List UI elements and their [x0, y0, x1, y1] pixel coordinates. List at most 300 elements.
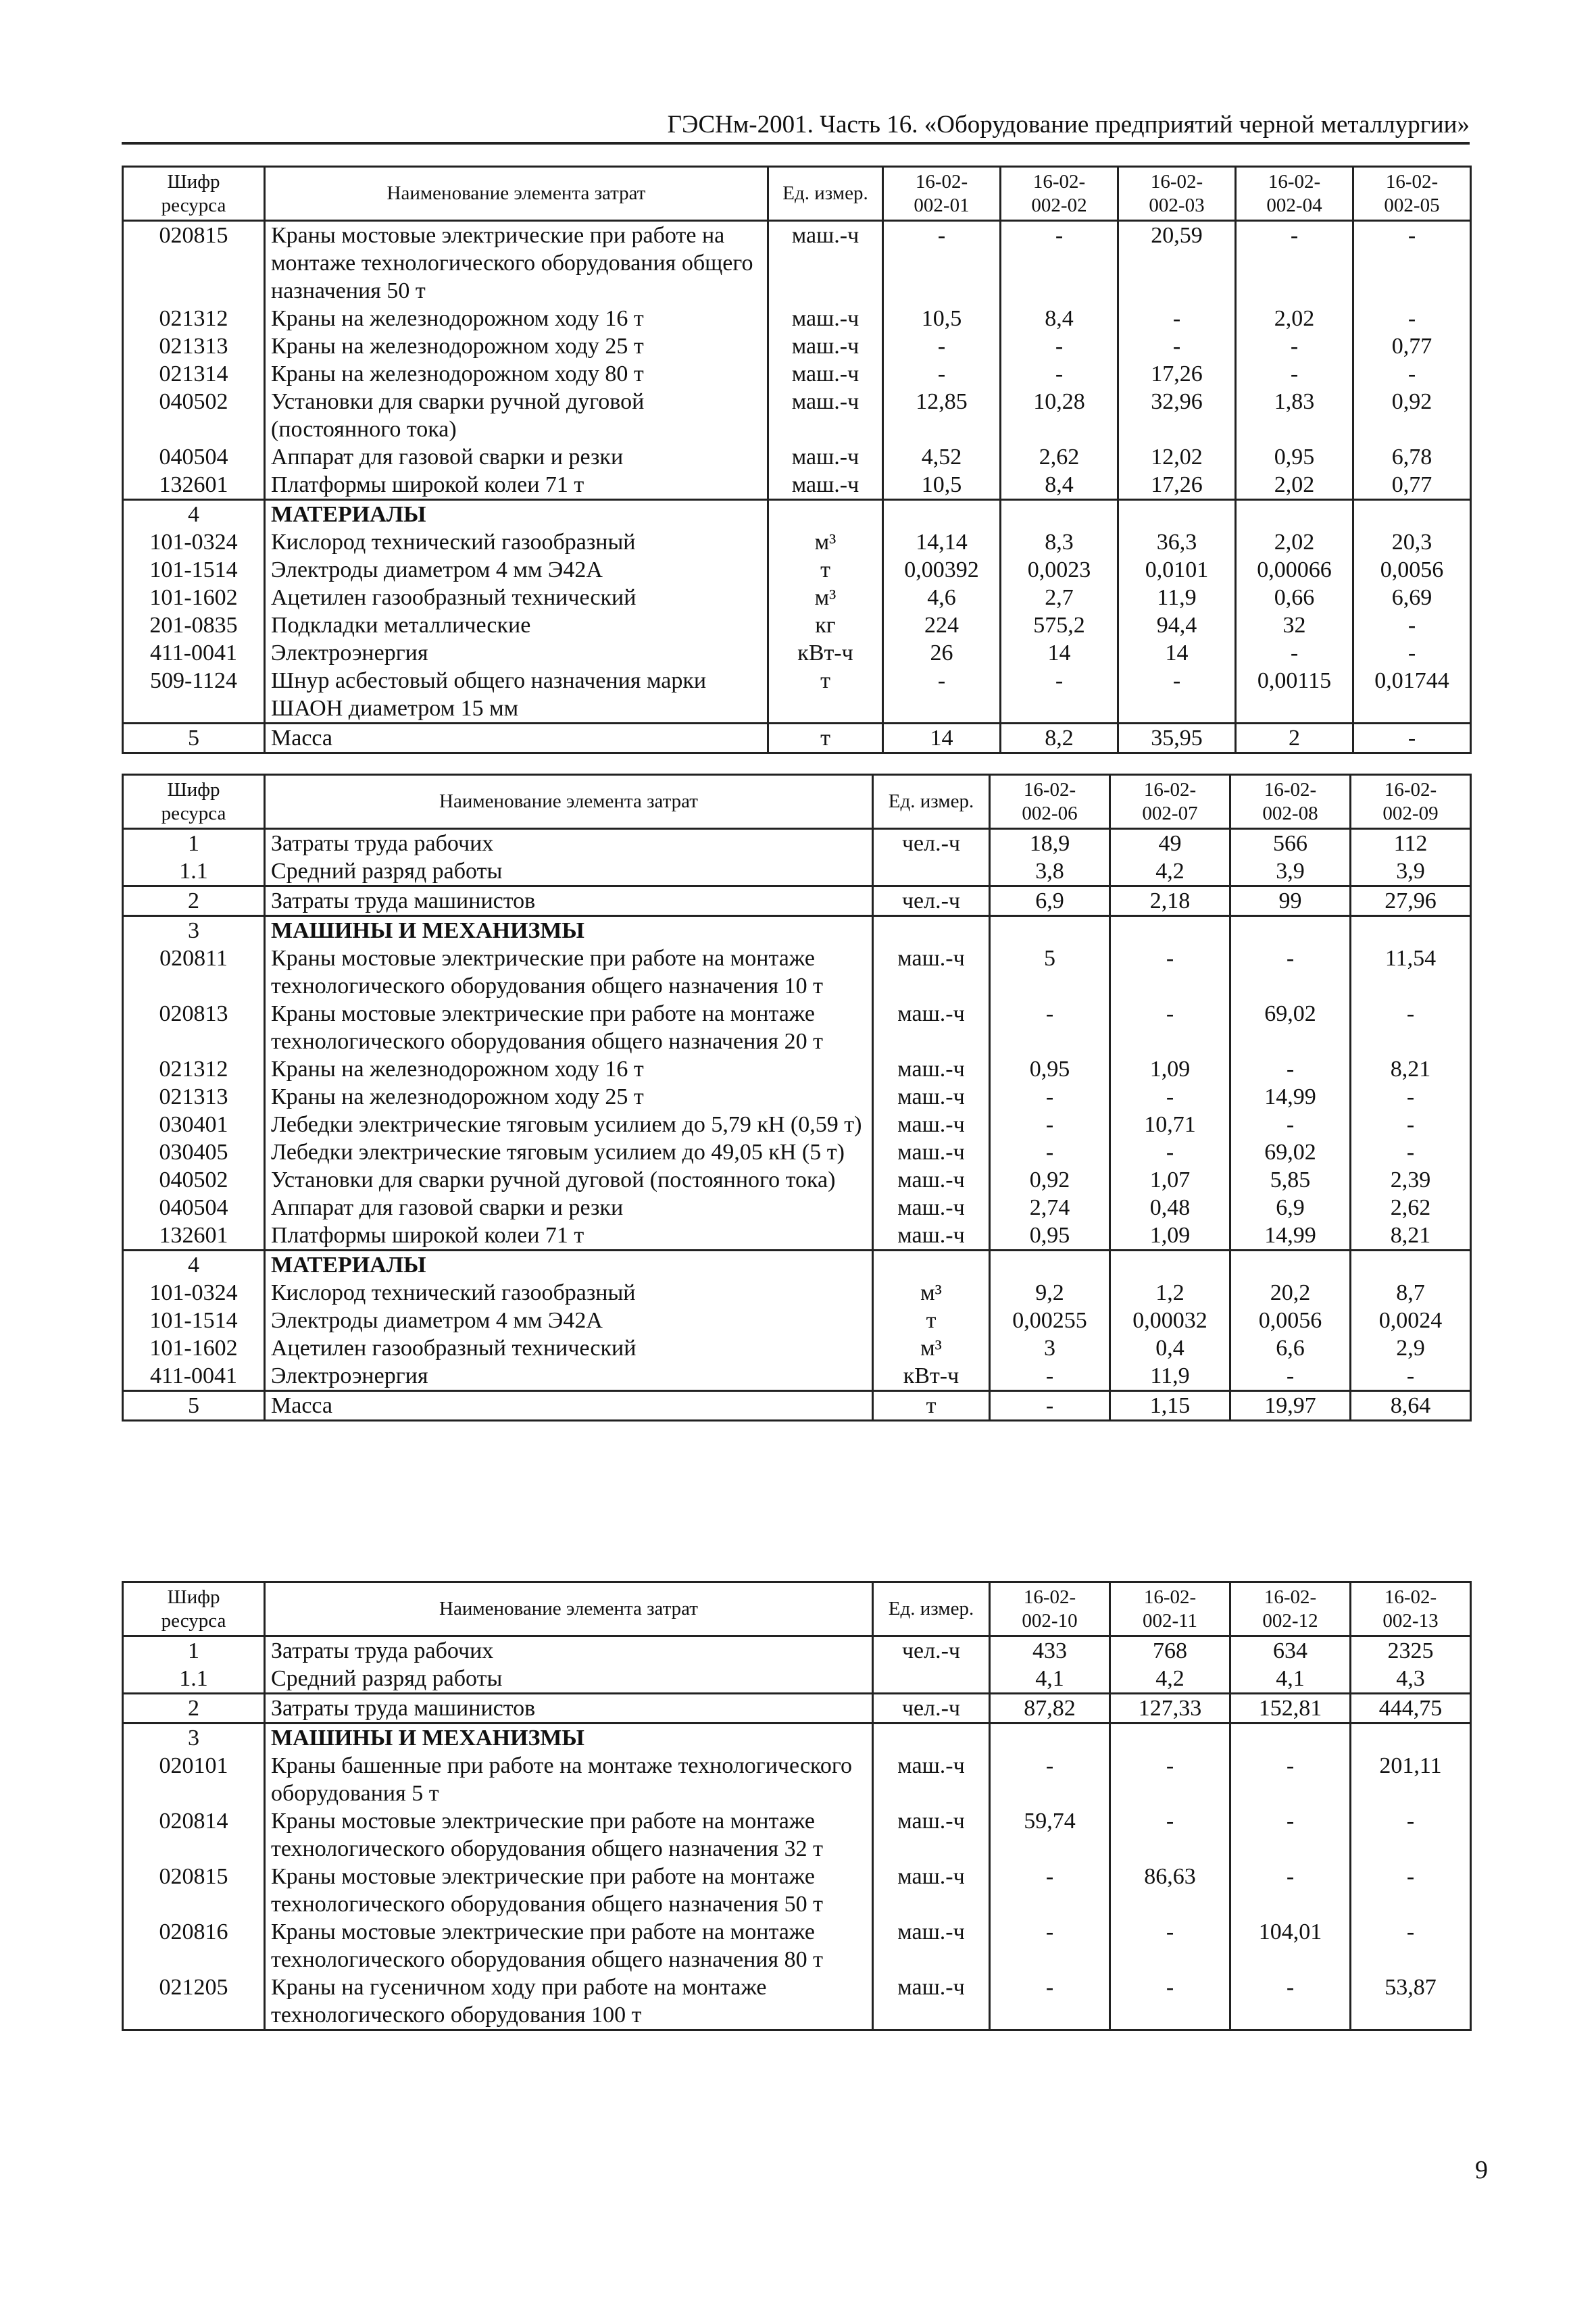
value-cell: 8,2: [1001, 724, 1118, 753]
header-text: 16-02-: [1143, 1586, 1197, 1608]
value-cell: 201,11: [1351, 1752, 1471, 1807]
value-cell: 4,3: [1351, 1665, 1471, 1694]
header-text: 002-04: [1266, 194, 1322, 216]
resource-code: 021312: [123, 305, 265, 332]
table-row: [123, 1138, 1471, 1166]
value-cell: -: [990, 1000, 1110, 1055]
table-row: [123, 1334, 1471, 1362]
value-cell: 3,8: [990, 857, 1110, 886]
resource-code: 101-1602: [123, 1334, 265, 1362]
value-cell: 26: [883, 639, 1001, 667]
resource-name: Шнур асбестовый общего назначения марки ШАОН диаметром 15 мм: [265, 667, 768, 724]
header-text: 16-02-: [1268, 170, 1321, 193]
resource-name: Электроды диаметром 4 мм Э42А: [265, 556, 768, 584]
unit: маш.-ч: [873, 1194, 990, 1222]
unit: чел.-ч: [873, 829, 990, 858]
value-cell: 3: [990, 1334, 1110, 1362]
value-cell: -: [1351, 1863, 1471, 1918]
resource-code: 1: [123, 1636, 265, 1665]
resource-name: Краны мостовые электрические при работе на монтаже технологического оборудования общего назначения 50 т: [265, 1863, 873, 1918]
resource-table-1: [122, 166, 1472, 754]
value-cell: 3,9: [1230, 857, 1351, 886]
resource-name: Краны мостовые электрические при работе на монтаже технологического оборудования общего назначения 50 т: [265, 221, 768, 305]
unit: т: [768, 724, 883, 753]
value-cell: 2,62: [1351, 1194, 1471, 1222]
resource-name: Краны на железнодорожном ходу 25 т: [265, 1083, 873, 1111]
value-cell: 566: [1230, 829, 1351, 858]
unit: м³: [873, 1279, 990, 1307]
value-cell: -: [990, 1391, 1110, 1421]
header-text: ресурса: [161, 194, 226, 216]
resource-code: 101-1514: [123, 556, 265, 584]
unit: маш.-ч: [873, 1752, 990, 1807]
header-text: Наименование элемента затрат: [386, 182, 646, 204]
value-cell: -: [1353, 724, 1471, 753]
value-cell: 575,2: [1001, 611, 1118, 639]
resource-name: Ацетилен газообразный технический: [265, 1334, 873, 1362]
unit: маш.-ч: [768, 332, 883, 360]
table-row: [123, 667, 1471, 724]
value-cell: 0,92: [1353, 388, 1471, 443]
value-cell: -: [1230, 1752, 1351, 1807]
value-cell: -: [1001, 221, 1118, 305]
value-cell: 1,09: [1110, 1055, 1230, 1083]
table-row: [123, 1362, 1471, 1391]
value-cell: 6,9: [1230, 1194, 1351, 1222]
header-text: Ед. измер.: [888, 1598, 974, 1619]
value-cell: -: [1351, 1138, 1471, 1166]
value-cell: 59,74: [990, 1807, 1110, 1863]
header-text: Шифр: [167, 1586, 220, 1608]
table-row: [123, 1918, 1471, 1973]
header-text: 16-02-: [1023, 778, 1076, 801]
resource-name: Платформы широкой колеи 71 т: [265, 1222, 873, 1251]
unit: маш.-ч: [873, 1111, 990, 1138]
resource-code: 101-0324: [123, 1279, 265, 1307]
value-cell: [990, 1251, 1110, 1280]
header-cell: [990, 775, 1110, 829]
resource-table-3: [122, 1581, 1472, 2031]
resource-code: 5: [123, 1391, 265, 1421]
header-text: 16-02-: [1384, 1586, 1437, 1608]
resource-table-2: [122, 774, 1472, 1422]
value-cell: 2: [1236, 724, 1353, 753]
value-cell: 112: [1351, 829, 1471, 858]
value-cell: 2325: [1351, 1636, 1471, 1665]
header-cell: [1236, 167, 1353, 221]
value-cell: -: [1230, 1055, 1351, 1083]
resource-code: 021312: [123, 1055, 265, 1083]
value-cell: -: [1353, 611, 1471, 639]
resource-code: 1.1: [123, 1665, 265, 1694]
header-text: 002-08: [1262, 802, 1318, 824]
value-cell: -: [1001, 667, 1118, 724]
resource-code: 132601: [123, 1222, 265, 1251]
value-cell: -: [1001, 332, 1118, 360]
unit: кВт-ч: [873, 1362, 990, 1391]
unit: маш.-ч: [873, 1138, 990, 1166]
table-row: [123, 221, 1471, 305]
value-cell: -: [1230, 1362, 1351, 1391]
value-cell: 2,39: [1351, 1166, 1471, 1194]
resource-code: 030401: [123, 1111, 265, 1138]
value-cell: 6,69: [1353, 584, 1471, 611]
value-cell: 8,7: [1351, 1279, 1471, 1307]
value-cell: 0,0056: [1230, 1307, 1351, 1334]
value-cell: 5: [990, 945, 1110, 1000]
value-cell: 9,2: [990, 1279, 1110, 1307]
resource-name: Подкладки металлические: [265, 611, 768, 639]
resource-name: Краны на железнодорожном ходу 16 т: [265, 1055, 873, 1083]
value-cell: 1,09: [1110, 1222, 1230, 1251]
value-cell: 94,4: [1118, 611, 1236, 639]
unit: маш.-ч: [768, 221, 883, 305]
value-cell: -: [1230, 1973, 1351, 2030]
table-row: [123, 611, 1471, 639]
value-cell: [990, 1724, 1110, 1753]
unit: маш.-ч: [873, 1000, 990, 1055]
table-row: [123, 1251, 1471, 1280]
unit: т: [768, 667, 883, 724]
header-text: Шифр: [167, 170, 220, 193]
value-cell: -: [1110, 1918, 1230, 1973]
header-cell: [123, 167, 265, 221]
value-cell: 11,9: [1118, 584, 1236, 611]
value-cell: 27,96: [1351, 886, 1471, 916]
resource-code: 020101: [123, 1752, 265, 1807]
resource-code: 509-1124: [123, 667, 265, 724]
value-cell: [1351, 916, 1471, 945]
value-cell: -: [1110, 945, 1230, 1000]
value-cell: 0,48: [1110, 1194, 1230, 1222]
header-text: 002-11: [1142, 1609, 1198, 1632]
value-cell: -: [1110, 1752, 1230, 1807]
table-row: [123, 1194, 1471, 1222]
value-cell: 8,21: [1351, 1055, 1471, 1083]
value-cell: 19,97: [1230, 1391, 1351, 1421]
value-cell: 0,00392: [883, 556, 1001, 584]
unit: т: [873, 1307, 990, 1334]
unit: чел.-ч: [873, 886, 990, 916]
value-cell: -: [1118, 305, 1236, 332]
header-text: 002-12: [1262, 1609, 1318, 1632]
unit: кг: [768, 611, 883, 639]
resource-name: Масса: [265, 724, 768, 753]
resource-code: 020813: [123, 1000, 265, 1055]
value-cell: 10,5: [883, 305, 1001, 332]
resource-name: Затраты труда машинистов: [265, 886, 873, 916]
value-cell: 35,95: [1118, 724, 1236, 753]
resource-name: МАШИНЫ И МЕХАНИЗМЫ: [265, 916, 873, 945]
value-cell: -: [990, 1973, 1110, 2030]
header-cell: [1351, 775, 1471, 829]
header-cell: [1110, 1582, 1230, 1636]
table-row: [123, 1166, 1471, 1194]
header-cell: [990, 1582, 1110, 1636]
value-cell: 0,4: [1110, 1334, 1230, 1362]
header-text: 002-05: [1384, 194, 1440, 216]
value-cell: 12,85: [883, 388, 1001, 443]
table-body: [123, 221, 1471, 753]
header-cell: [1118, 167, 1236, 221]
value-cell: -: [990, 1752, 1110, 1807]
resource-name: Лебедки электрические тяговым усилием до 49,05 кН (5 т): [265, 1138, 873, 1166]
resource-code: 4: [123, 500, 265, 529]
value-cell: -: [990, 1362, 1110, 1391]
resource-code: 132601: [123, 471, 265, 500]
value-cell: [1230, 916, 1351, 945]
table-row: [123, 1724, 1471, 1753]
value-cell: -: [990, 1138, 1110, 1166]
value-cell: 104,01: [1230, 1918, 1351, 1973]
header-text: 002-09: [1382, 802, 1439, 824]
value-cell: -: [1236, 639, 1353, 667]
resource-name: Краны мостовые электрические при работе на монтаже технологического оборудования общего назначения 80 т: [265, 1918, 873, 1973]
value-cell: [1110, 1724, 1230, 1753]
value-cell: 0,77: [1353, 332, 1471, 360]
value-cell: 4,2: [1110, 1665, 1230, 1694]
value-cell: [1110, 1251, 1230, 1280]
value-cell: 14,14: [883, 528, 1001, 556]
resource-code: 101-1514: [123, 1307, 265, 1334]
value-cell: 4,1: [990, 1665, 1110, 1694]
resource-name: МАТЕРИАЛЫ: [265, 1251, 873, 1280]
header-text: 16-02-: [1385, 170, 1439, 193]
resource-name: Кислород технический газообразный: [265, 1279, 873, 1307]
header-cell: [883, 167, 1001, 221]
table-row: [123, 1665, 1471, 1694]
resource-code: 101-1602: [123, 584, 265, 611]
header-text: 16-02-: [1264, 778, 1317, 801]
resource-code: 2: [123, 1694, 265, 1724]
value-cell: 5,85: [1230, 1166, 1351, 1194]
resource-code: 1.1: [123, 857, 265, 886]
value-cell: 0,00115: [1236, 667, 1353, 724]
value-cell: -: [1230, 1863, 1351, 1918]
unit: м³: [768, 528, 883, 556]
value-cell: [1118, 500, 1236, 529]
resource-code: 021314: [123, 360, 265, 388]
value-cell: 127,33: [1110, 1694, 1230, 1724]
value-cell: 0,77: [1353, 471, 1471, 500]
value-cell: 4,2: [1110, 857, 1230, 886]
unit: кВт-ч: [768, 639, 883, 667]
resource-code: 201-0835: [123, 611, 265, 639]
resource-name: Лебедки электрические тяговым усилием до 5,79 кН (0,59 т): [265, 1111, 873, 1138]
value-cell: 6,78: [1353, 443, 1471, 471]
table-row: [123, 639, 1471, 667]
value-cell: 6,9: [990, 886, 1110, 916]
unit: т: [768, 556, 883, 584]
value-cell: 8,21: [1351, 1222, 1471, 1251]
resource-code: 040502: [123, 388, 265, 443]
table-header: [123, 167, 1471, 221]
header-text: 16-02-: [1264, 1586, 1317, 1608]
header-text: 16-02-: [1143, 778, 1197, 801]
unit: маш.-ч: [768, 388, 883, 443]
value-cell: 768: [1110, 1636, 1230, 1665]
value-cell: 14: [1001, 639, 1118, 667]
header-cell: [1110, 775, 1230, 829]
header-cell: [265, 775, 873, 829]
value-cell: 14: [1118, 639, 1236, 667]
value-cell: -: [1351, 1807, 1471, 1863]
resource-name: Краны мостовые электрические при работе на монтаже технологического оборудования общего назначения 10 т: [265, 945, 873, 1000]
value-cell: -: [1118, 667, 1236, 724]
header-cell: [768, 167, 883, 221]
resource-name: Установки для сварки ручной дуговой (постоянного тока): [265, 1166, 873, 1194]
value-cell: 2,02: [1236, 305, 1353, 332]
resource-code: 411-0041: [123, 1362, 265, 1391]
table-body: [123, 829, 1471, 1421]
resource-code: 1: [123, 829, 265, 858]
table-row: [123, 724, 1471, 753]
value-cell: 18,9: [990, 829, 1110, 858]
header-cell: [1353, 167, 1471, 221]
header-cell: [265, 167, 768, 221]
resource-code: 030405: [123, 1138, 265, 1166]
value-cell: [1236, 500, 1353, 529]
unit: маш.-ч: [873, 1055, 990, 1083]
table-row: [123, 1111, 1471, 1138]
resource-code: 021313: [123, 1083, 265, 1111]
value-cell: 14: [883, 724, 1001, 753]
value-cell: 0,01744: [1353, 667, 1471, 724]
header-text: 002-02: [1031, 194, 1087, 216]
header-text: ресурса: [161, 802, 226, 824]
value-cell: -: [1351, 1111, 1471, 1138]
table-row: [123, 1863, 1471, 1918]
header-text: 16-02-: [915, 170, 968, 193]
resource-name: Электроэнергия: [265, 639, 768, 667]
header-cell: [873, 775, 990, 829]
value-cell: 20,3: [1353, 528, 1471, 556]
value-cell: 17,26: [1118, 471, 1236, 500]
resource-code: 4: [123, 1251, 265, 1280]
table-row: [123, 1752, 1471, 1807]
table-row: [123, 443, 1471, 471]
resource-name: МАТЕРИАЛЫ: [265, 500, 768, 529]
value-cell: 1,07: [1110, 1166, 1230, 1194]
resource-code: 5: [123, 724, 265, 753]
value-cell: -: [1351, 1000, 1471, 1055]
value-cell: 0,66: [1236, 584, 1353, 611]
value-cell: 32,96: [1118, 388, 1236, 443]
value-cell: -: [1110, 1000, 1230, 1055]
header-text: Ед. измер.: [782, 182, 868, 204]
table-header: [123, 1582, 1471, 1636]
resource-code: 040504: [123, 1194, 265, 1222]
value-cell: -: [1110, 1083, 1230, 1111]
header-text: 16-02-: [1023, 1586, 1076, 1608]
unit: [873, 1724, 990, 1753]
value-cell: 2,02: [1236, 471, 1353, 500]
value-cell: 0,0101: [1118, 556, 1236, 584]
table-row: [123, 528, 1471, 556]
page-number: 9: [1475, 2156, 1488, 2184]
value-cell: 8,64: [1351, 1391, 1471, 1421]
value-cell: 2,18: [1110, 886, 1230, 916]
value-cell: 2,9: [1351, 1334, 1471, 1362]
table-row: [123, 1055, 1471, 1083]
header-text: 16-02-: [1384, 778, 1437, 801]
value-cell: 4,6: [883, 584, 1001, 611]
unit: маш.-ч: [768, 305, 883, 332]
value-cell: -: [1353, 639, 1471, 667]
value-cell: 1,83: [1236, 388, 1353, 443]
table-row: [123, 1000, 1471, 1055]
value-cell: [1230, 1251, 1351, 1280]
value-cell: 2,62: [1001, 443, 1118, 471]
value-cell: -: [1230, 1807, 1351, 1863]
table-row: [123, 1279, 1471, 1307]
value-cell: 12,02: [1118, 443, 1236, 471]
header-text: 002-06: [1022, 802, 1078, 824]
value-cell: -: [1118, 332, 1236, 360]
table-row: [123, 886, 1471, 916]
resource-name: Затраты труда машинистов: [265, 1694, 873, 1724]
unit: маш.-ч: [873, 1973, 990, 2030]
value-cell: 1,15: [1110, 1391, 1230, 1421]
table-row: [123, 360, 1471, 388]
header-cell: [873, 1582, 990, 1636]
value-cell: -: [1230, 945, 1351, 1000]
resource-code: 2: [123, 886, 265, 916]
value-cell: 0,0024: [1351, 1307, 1471, 1334]
value-cell: 0,00032: [1110, 1307, 1230, 1334]
value-cell: [1001, 500, 1118, 529]
resource-name: Краны на гусеничном ходу при работе на монтаже технологического оборудования 100 т: [265, 1973, 873, 2030]
value-cell: -: [1351, 1362, 1471, 1391]
value-cell: -: [1110, 1973, 1230, 2030]
value-cell: [1110, 916, 1230, 945]
value-cell: -: [1353, 221, 1471, 305]
header-cell: [123, 1582, 265, 1636]
resource-name: Краны мостовые электрические при работе на монтаже технологического оборудования общего назначения 20 т: [265, 1000, 873, 1055]
unit: чел.-ч: [873, 1636, 990, 1665]
value-cell: -: [1353, 305, 1471, 332]
resource-name: Ацетилен газообразный технический: [265, 584, 768, 611]
resource-code: 3: [123, 916, 265, 945]
value-cell: 4,52: [883, 443, 1001, 471]
value-cell: 3,9: [1351, 857, 1471, 886]
resource-name: Масса: [265, 1391, 873, 1421]
value-cell: -: [883, 360, 1001, 388]
header-cell: [1230, 1582, 1351, 1636]
resource-name: Краны мостовые электрические при работе на монтаже технологического оборудования общего назначения 32 т: [265, 1807, 873, 1863]
header-cell: [1230, 775, 1351, 829]
resource-code: 411-0041: [123, 639, 265, 667]
value-cell: -: [1351, 1918, 1471, 1973]
resource-name: Краны башенные при работе на монтаже технологического оборудования 5 т: [265, 1752, 873, 1807]
header-text: Наименование элемента затрат: [439, 1598, 698, 1619]
unit: маш.-ч: [873, 1083, 990, 1111]
value-cell: 433: [990, 1636, 1110, 1665]
table-row: [123, 945, 1471, 1000]
resource-name: Краны на железнодорожном ходу 80 т: [265, 360, 768, 388]
header-text: 16-02-: [1032, 170, 1086, 193]
value-cell: 0,0023: [1001, 556, 1118, 584]
value-cell: 49: [1110, 829, 1230, 858]
table-header: [123, 775, 1471, 829]
value-cell: 99: [1230, 886, 1351, 916]
resource-name: Платформы широкой колеи 71 т: [265, 471, 768, 500]
header-cell: [265, 1582, 873, 1636]
table-row: [123, 829, 1471, 858]
resource-name: Затраты труда рабочих: [265, 829, 873, 858]
value-cell: 87,82: [990, 1694, 1110, 1724]
value-cell: 69,02: [1230, 1138, 1351, 1166]
